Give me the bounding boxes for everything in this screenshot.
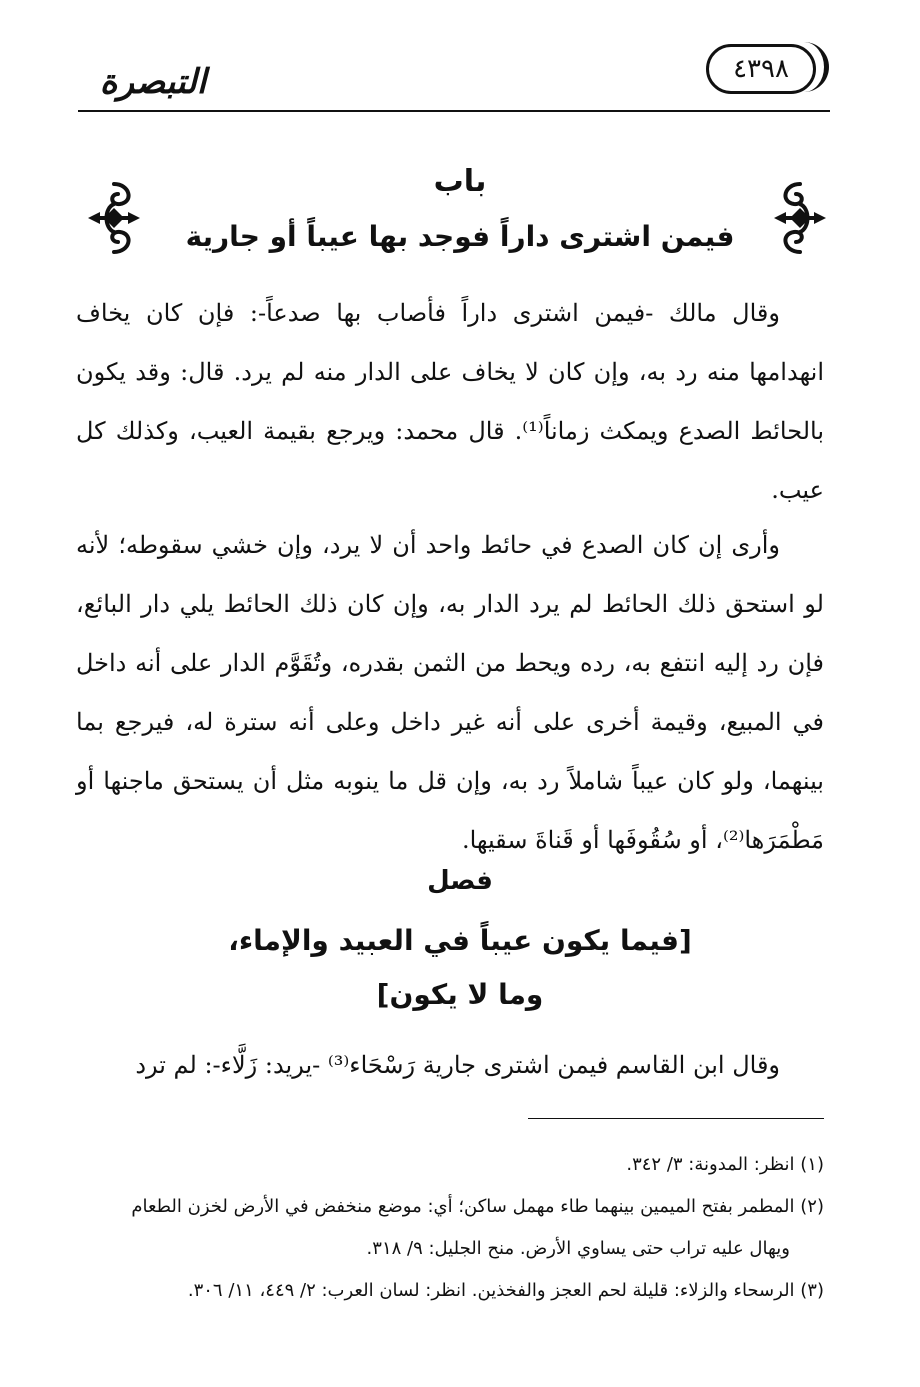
paragraph-text: وأرى إن كان الصدع في حائط واحد أن لا يرد، وإن خشي سقوطه؛ لأنه لو استحق ذلك الحائط لم يرد الدار به، وإن كان ذلك الحائط يلي دار البائع، فإن رد إليه انتفع به، رده ويحط من الثمن بقدره، وتُقَوَّم الدار على أنه داخل في المبيع، وقيمة أخرى على أنه غير داخل وعلى أنه سترة له، فيرجع بما بينهما، ولو كان عيباً شاملاً رد به، وإن قل ما ينوبه مثل أن يستحق ماجنها أو مَطْمَرَها⁽²⁾، أو سُقُوفَها أو قَناةَ سقيها. bbox=[76, 531, 825, 854]
footnote-3: (٣) الرسحاء والزلاء: قليلة لحم العجز والفخذين. انظر: لسان العرب: ٢/ ٤٤٩، ١١/ ٣٠٦. bbox=[187, 1280, 824, 1301]
footnote-rule bbox=[528, 1118, 824, 1119]
footnotes bbox=[76, 1144, 824, 1312]
paragraph-text: وقال ابن القاسم فيمن اشترى جارية رَسْحَاء⁽³⁾ -يريد: زَلَّاء-: لم ترد bbox=[135, 1051, 780, 1079]
page-header bbox=[78, 38, 830, 118]
footnote-2-continued: ويهال عليه تراب حتى يساوي الأرض. منح الجليل: ٩/ ٣١٨. bbox=[366, 1238, 790, 1259]
book-title: التبصرة bbox=[99, 62, 207, 102]
paragraph-text: وقال مالك -فيمن اشترى داراً فأصاب بها صدعاً-: فإن كان يخاف انهدامها منه رد به، وإن كان لا يخاف على الدار منه لم يرد. قال: وقد يكون بالحائط الصدع ويمكث زماناً⁽¹⁾. قال محمد: ويرجع بقيمة العيب، وكذلك كل عيب. bbox=[76, 299, 824, 504]
body-paragraph-1 bbox=[76, 284, 824, 520]
footnote-2: (٢) المطمر بفتح الميمين بينهما طاء مهمل ساكن؛ أي: موضع منخفض في الأرض لخزن الطعام bbox=[131, 1196, 824, 1217]
ornament-icon bbox=[770, 178, 830, 258]
header-rule bbox=[78, 110, 830, 112]
footnote-1: (١) انظر: المدونة: ٣/ ٣٤٢. bbox=[626, 1154, 824, 1175]
chapter-title: فيمن اشترى داراً فوجد بها عيباً أو جارية bbox=[185, 220, 735, 253]
section-heading: فصل bbox=[427, 866, 493, 896]
body-paragraph-3 bbox=[76, 1036, 824, 1095]
section-title-line-1: [فيما يكون عيباً في العبيد والإماء، bbox=[228, 924, 692, 957]
section-title-line-2: وما لا يكون] bbox=[376, 978, 544, 1011]
chapter-heading: باب bbox=[433, 164, 487, 199]
ornament-icon bbox=[84, 178, 144, 258]
body-paragraph-2 bbox=[76, 516, 824, 870]
page-number: ٤٣٩٨ bbox=[706, 44, 816, 94]
